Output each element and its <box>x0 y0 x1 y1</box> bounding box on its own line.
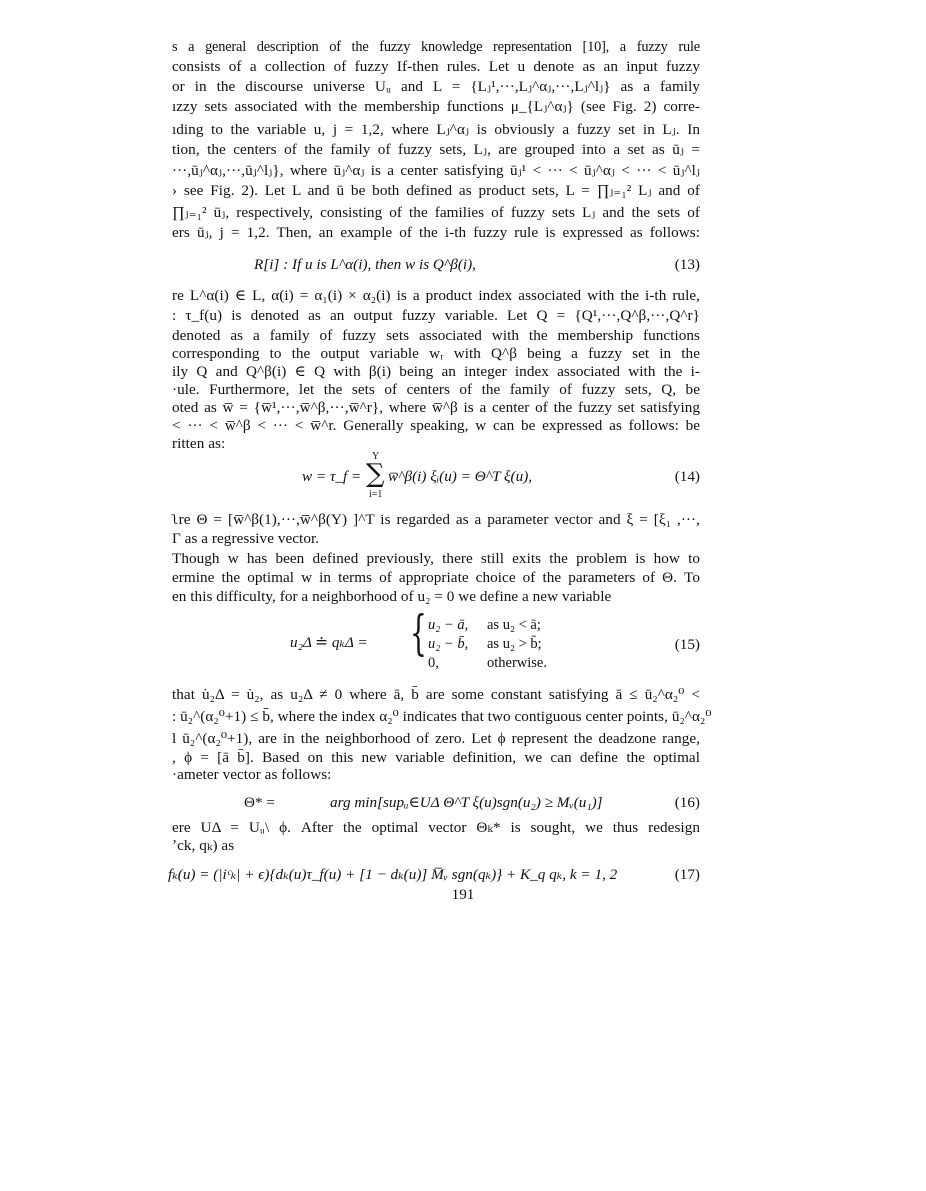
text-line: ers ūⱼ, j = 1,2. Then, an example of the i-th fuzzy rule is expressed as follows: <box>172 224 700 241</box>
case-condition: otherwise. <box>487 655 547 671</box>
text-line: corresponding to the output variable wᵣ with Q^β being a fuzzy set in the <box>172 345 700 362</box>
equation-number: (17) <box>674 866 700 883</box>
case-condition: as u₂ > b̄; <box>487 636 542 652</box>
text-line: : ū₂^(α₂⁰+1) ≤ b̄, where the index α₂⁰ indicates that two contiguous center points, ū₂^α₂⁰ <box>172 708 712 725</box>
text-line: ʼck, qₖ) as <box>172 837 235 854</box>
equation-number: (15) <box>674 636 700 653</box>
text-line: , ϕ = [ā b̄]. Based on this new variable definition, we can define the optimal <box>172 749 700 766</box>
text-line: consists of a collection of fuzzy If-then rules. Let u denote as an input fuzzy <box>172 58 700 75</box>
text-line: ·ameter vector as follows: <box>172 766 332 783</box>
equation-number: (13) <box>674 256 700 273</box>
text-line: ∏ⱼ₌₁² ūⱼ, respectively, consisting of the families of fuzzy sets Lⱼ and the sets of <box>172 204 700 221</box>
summation-icon: ∑ <box>366 459 385 489</box>
text-line: › see Fig. 2). Let L and ū be both defined as product sets, L = ∏ⱼ₌₁² Lⱼ and of <box>172 182 700 199</box>
equation-rhs: w̅^β(i) ξᵢ(u) = Θ^T ξ(u), <box>388 468 533 485</box>
left-brace-icon: { <box>410 605 427 661</box>
text-line: re L^α(i) ∈ L, α(i) = α₁(i) × α₂(i) is a product index associated with the i-th rule, <box>172 287 700 304</box>
text-line: or in the discourse universe Uᵤ and L = {Lⱼ¹,···,Lⱼ^αⱼ,···,Lⱼ^lⱼ} as a family <box>172 78 700 95</box>
text-line: ·ule. Furthermore, let the sets of centers of the family of fuzzy sets, Q, be <box>172 381 700 398</box>
text-line: < ··· < w̅^β < ··· < w̅^r. Generally speaking, w can be expressed as follows: be <box>172 417 700 434</box>
equation-lhs: u₂Δ ≐ qₖΔ = <box>290 634 368 651</box>
text-line: ʅre Θ = [w̅^β(1),···,w̅^β(Υ) ]^T is regarded as a parameter vector and ξ = [ξ₁ ,···, <box>172 511 700 528</box>
case-condition: as u₂ < ā; <box>487 617 541 633</box>
equation-body: R[i] : If u is L^α(i), then w is Q^β(i), <box>254 256 476 273</box>
text-line: : τ_f(u) is denoted as an output fuzzy variable. Let Q = {Q¹,···,Q^β,···,Q^r} <box>172 307 700 324</box>
equation-number: (14) <box>674 468 700 485</box>
text-line: s a general description of the fuzzy knowledge representation [10], a fuzzy rule <box>172 39 700 55</box>
text-line: denoted as a family of fuzzy sets associated with the membership functions <box>172 327 700 344</box>
text-line: en this difficulty, for a neighborhood of u₂ = 0 we define a new variable <box>172 588 612 605</box>
text-line: oted as w̅ = {w̅¹,···,w̅^β,···,w̅^r}, where w̅^β is a center of the fuzzy set satisfying <box>172 399 700 416</box>
equation-lhs: w = τ_f = <box>302 468 362 485</box>
equation-number: (16) <box>674 794 700 811</box>
text-line: Γ as a regressive vector. <box>172 530 320 547</box>
text-line: ···,ūⱼ^αⱼ,···,ūⱼ^lⱼ}, where ūⱼ^αⱼ is a center satisfying ūⱼ¹ < ··· < ūⱼ^αⱼ < ··· < ūⱼ^lⱼ <box>172 162 700 179</box>
case-expression: u₂ − b̄, <box>428 636 469 652</box>
text-line: l ū₂^(α₂⁰+1), are in the neighborhood of zero. Let ϕ represent the deadzone range, <box>172 730 700 747</box>
text-line: Though w has been defined previously, there still exits the problem is how to <box>172 550 700 567</box>
text-line: ızzy sets associated with the membership functions μ_{Lⱼ^αⱼ} (see Fig. 2) corre- <box>172 98 700 115</box>
page-number: 191 <box>451 886 475 903</box>
sum-lower-limit: i=1 <box>369 489 383 500</box>
case-expression: u₂ − ā, <box>428 617 469 633</box>
text-line: ermine the optimal w in terms of appropriate choice of the parameters of Θ. To <box>172 569 700 586</box>
text-line: ily Q and Q^β(i) ∈ Q with β(i) being an integer index associated with the i- <box>172 363 700 380</box>
text-line: ere UΔ = Uᵤ\ ϕ. After the optimal vector Θₖ* is sought, we thus redesign <box>172 819 700 836</box>
text-line: tion, the centers of the family of fuzzy sets, Lⱼ, are grouped into a set as ūⱼ = <box>172 141 700 158</box>
equation-lhs: Θ* = <box>244 794 275 811</box>
sum-upper-limit: Υ <box>372 451 380 462</box>
text-line: ritten as: <box>172 435 226 452</box>
text-line: that u̇₂Δ = u̇₂, as u₂Δ ≠ 0 where ā, b̄ are some constant satisfying ā ≤ ū₂^α₂⁰ < <box>172 686 700 703</box>
equation-rhs: arg min[supᵤ∈UΔ Θ^T ξ(u)sgn(u₂) ≥ Mᵥ(u₁)] <box>330 794 603 811</box>
case-expression: 0, <box>428 655 439 671</box>
equation-body: fₖ(u) = (|iᶜₖ| + ϵ){dₖ(u)τ_f(u) + [1 − dₖ(u)] M̅ᵥ sgn(qₖ)} + K_q qₖ, k = 1, 2 <box>168 866 618 883</box>
text-line: ıding to the variable u, j = 1,2, where Lⱼ^αⱼ is obviously a fuzzy set in Lⱼ. In <box>172 121 700 138</box>
